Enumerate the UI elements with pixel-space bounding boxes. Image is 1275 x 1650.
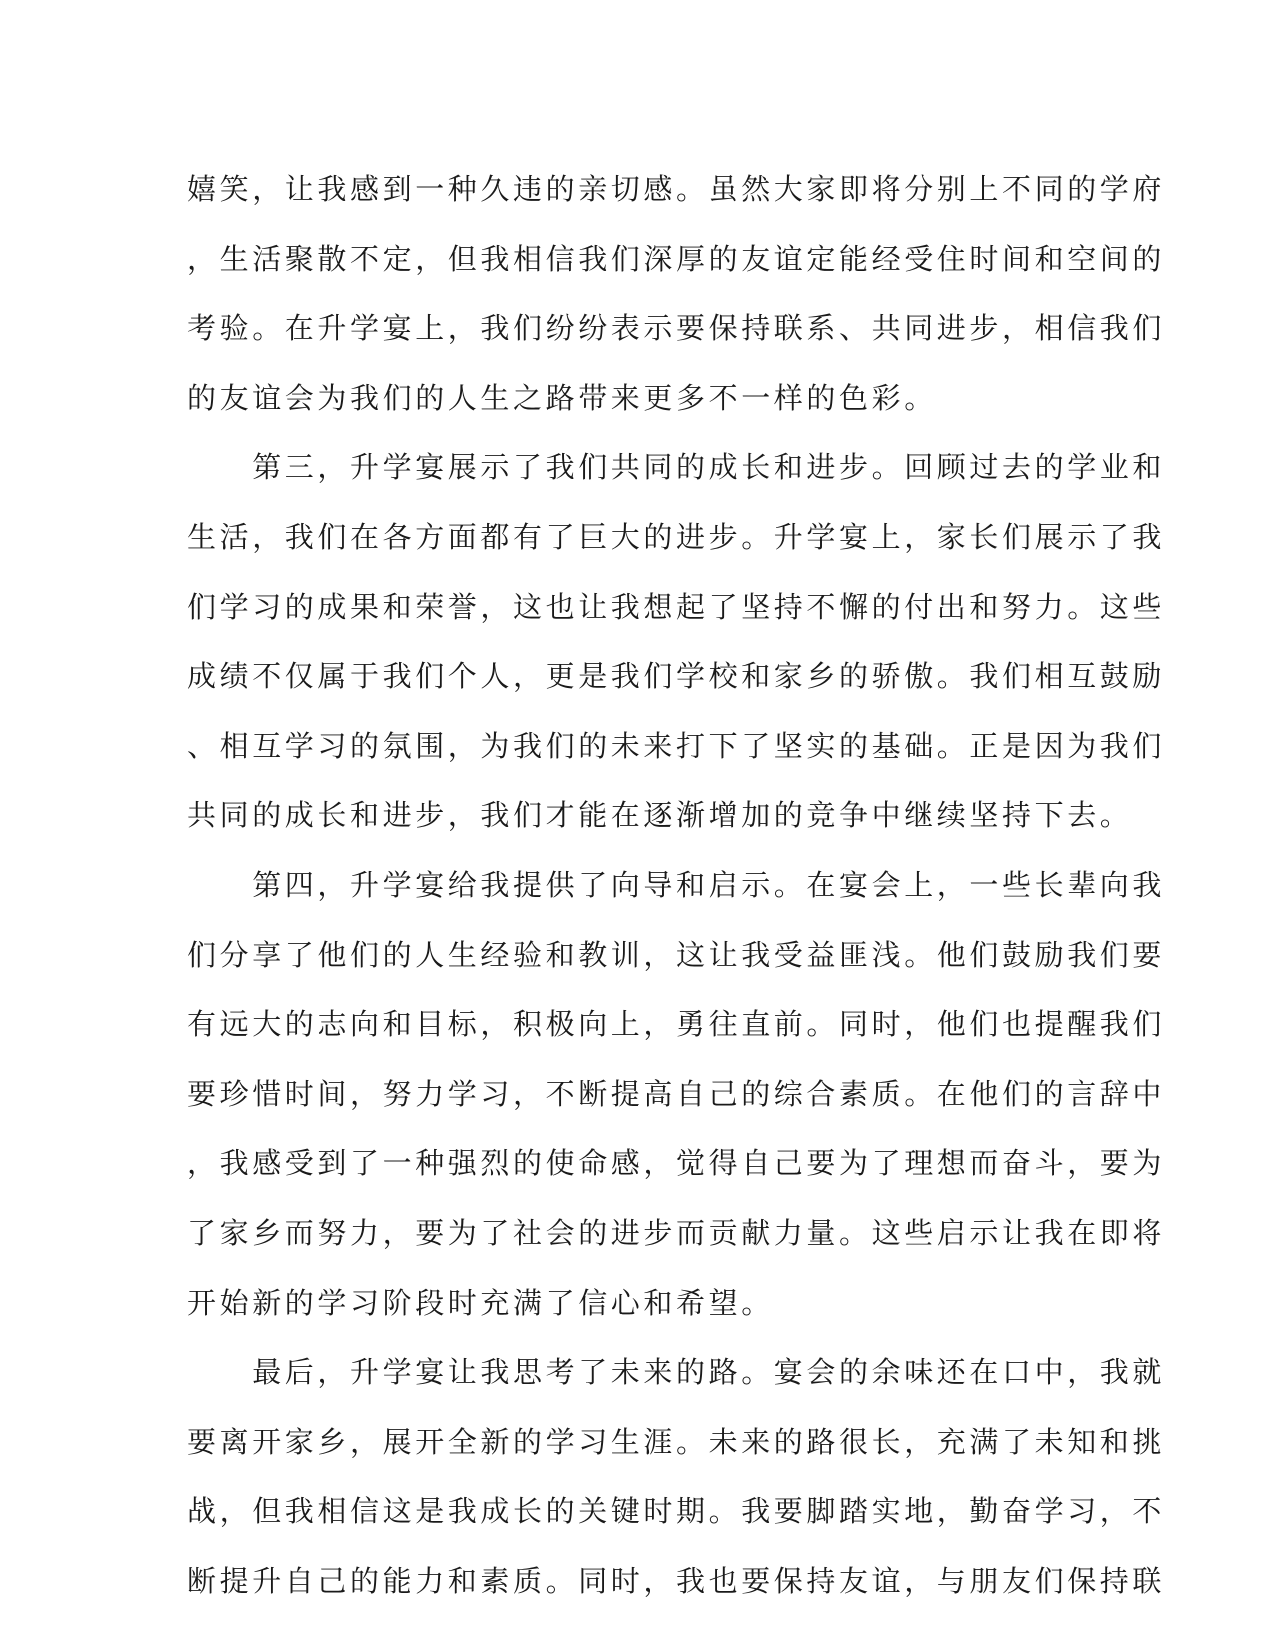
- text-line: ，我感受到了一种强烈的使命感，觉得自己要为了理想而奋斗，要为: [187, 1146, 1166, 1181]
- text-line: 成绩不仅属于我们个人，更是我们学校和家乡的骄傲。我们相互鼓励: [187, 659, 1166, 694]
- text-line: 第三，升学宴展示了我们共同的成长和进步。回顾过去的学业和: [187, 450, 1166, 485]
- text-line: 最后，升学宴让我思考了未来的路。宴会的余味还在口中，我就: [187, 1355, 1166, 1390]
- text-line: 有远大的志向和目标，积极向上，勇往直前。同时，他们也提醒我们: [187, 1007, 1166, 1042]
- text-line: 、相互学习的氛围，为我们的未来打下了坚实的基础。正是因为我们: [187, 728, 1166, 763]
- text-line: ，生活聚散不定，但我相信我们深厚的友谊定能经受住时间和空间的: [187, 241, 1166, 276]
- text-line: 要离开家乡，展开全新的学习生涯。未来的路很长，充满了未知和挑: [187, 1424, 1166, 1459]
- text-line: 们学习的成果和荣誉，这也让我想起了坚持不懈的付出和努力。这些: [187, 589, 1166, 624]
- text-line: 第四，升学宴给我提供了向导和启示。在宴会上，一些长辈向我: [187, 867, 1166, 902]
- text-line: 战，但我相信这是我成长的关键时期。我要脚踏实地，勤奋学习，不: [187, 1494, 1166, 1529]
- text-line: 共同的成长和进步，我们才能在逐渐增加的竞争中继续坚持下去。: [187, 798, 1133, 833]
- text-line: 们分享了他们的人生经验和教训，这让我受益匪浅。他们鼓励我们要: [187, 937, 1166, 972]
- body-text: [187, 155, 1166, 1616]
- text-line: 要珍惜时间，努力学习，不断提高自己的综合素质。在他们的言辞中: [187, 1076, 1166, 1111]
- text-line: 开始新的学习阶段时充满了信心和希望。: [187, 1285, 774, 1320]
- text-line: 断提升自己的能力和素质。同时，我也要保持友谊，与朋友们保持联: [187, 1563, 1166, 1598]
- text-line: 的友谊会为我们的人生之路带来更多不一样的色彩。: [187, 380, 937, 415]
- text-line: 考验。在升学宴上，我们纷纷表示要保持联系、共同进步，相信我们: [187, 311, 1166, 346]
- text-line: 嬉笑，让我感到一种久违的亲切感。虽然大家即将分别上不同的学府: [187, 172, 1166, 206]
- text-line: 了家乡而努力，要为了社会的进步而贡献力量。这些启示让我在即将: [187, 1215, 1166, 1250]
- text-line: 生活，我们在各方面都有了巨大的进步。升学宴上，家长们展示了我: [187, 519, 1166, 554]
